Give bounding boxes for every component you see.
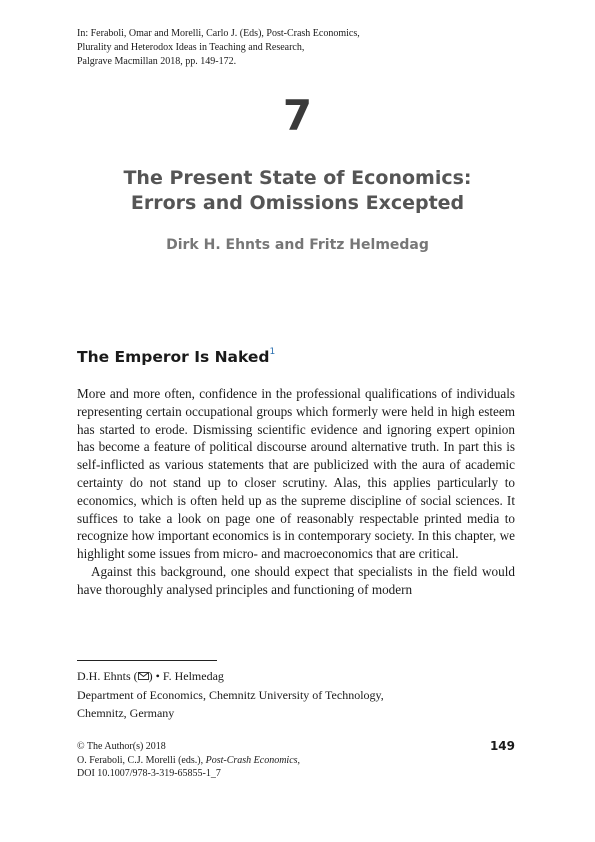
editors-line	[77, 754, 517, 768]
affiliation-authors-text: D.H. Ehnts (	[77, 669, 138, 683]
section-heading-text: The Emperor Is Naked	[77, 348, 270, 366]
paragraph: Against this background, one should expect that specialists in the field would have thoroughly analysed principles and functioning of modern	[77, 563, 515, 597]
chapter-authors: Dirk H. Ehnts and Fritz Helmedag	[166, 237, 429, 253]
chapter-title-line: The Present State of Economics:	[123, 167, 472, 189]
page-footer	[77, 740, 517, 781]
affiliation-location: Chemnitz, Germany	[77, 706, 175, 721]
copyright-line: © The Author(s) 2018	[77, 741, 166, 752]
editors-text: O. Feraboli, C.J. Morelli (eds.),	[77, 754, 206, 766]
chapter-number: 7	[282, 91, 313, 140]
envelope-icon[interactable]	[138, 668, 149, 686]
paragraph: More and more often, confidence in the professional qualifications of individuals representing certain occupational groups which formerly were held in high esteem has started to erode. Dismissing scientific evidence and ignoring expert opinion has become a feature of political discourse around alternative truth. In part this is self-inflicted as various statements that are publicized with the aura of academic certainty do not stand up to closer scrutiny. Alas, this applies particularly to economics, which is often held up as the supreme discipline of social sciences. It suffices to take a look on page one of reasonably respectable printed media to recognize how important economics is in contemporary society. In this chapter, we highlight some issues from micro- and macroeconomics that are critical.	[77, 386, 515, 562]
citation-line: In: Feraboli, Omar and Morelli, Carlo J. (Eds), Post-Crash Economics,	[77, 28, 360, 39]
affiliation-block	[77, 667, 517, 722]
body-text	[77, 385, 515, 599]
book-title: Post-Crash Economics	[205, 754, 298, 766]
affiliation-authors	[77, 667, 517, 686]
affiliation-authors-text: ) • F. Helmedag	[148, 669, 224, 683]
citation-block	[77, 27, 517, 69]
chapter-title-line: Errors and Omissions Excepted	[130, 192, 465, 214]
chapter-title	[0, 166, 595, 216]
affiliation-department: Department of Economics, Chemnitz University of Technology,	[77, 688, 384, 703]
page-number: 149	[489, 739, 515, 753]
citation-line: Plurality and Heterodox Ideas in Teaching and Research,	[77, 42, 305, 53]
footnote-marker[interactable]: 1	[269, 347, 276, 357]
section-heading	[77, 348, 275, 366]
footnote-divider	[77, 660, 217, 661]
citation-line: Palgrave Macmillan 2018, pp. 149-172.	[77, 56, 237, 67]
editors-suffix: ,	[297, 754, 301, 766]
doi-line[interactable]: DOI 10.1007/978-3-319-65855-1_7	[77, 768, 221, 779]
